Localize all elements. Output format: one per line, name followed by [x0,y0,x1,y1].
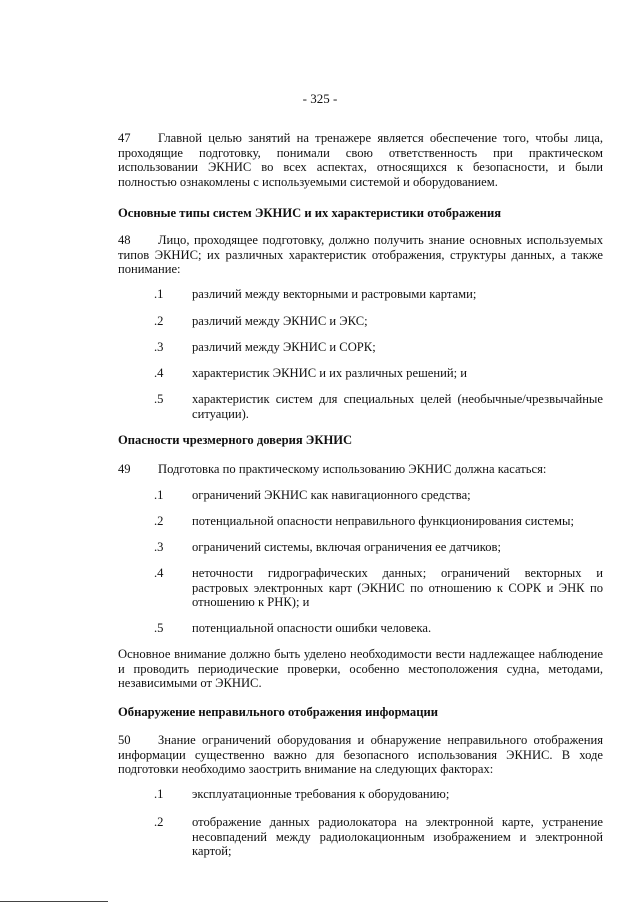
list-item-text: характеристик ЭКНИС и их различных решений; и [192,366,467,380]
paragraph-number: 47 [118,131,131,145]
list-item-number: .1 [154,488,164,502]
paragraph-48 [118,233,603,277]
list-item [118,488,603,503]
list-item [118,514,603,529]
section-heading: Опасности чрезмерного доверия ЭКНИС [118,433,353,447]
paragraph-number: 48 [118,233,131,247]
list-item-text: потенциальной опасности ошибки человека. [192,621,432,635]
list-item-number: .2 [154,514,164,528]
paragraph-text: Главной целью занятий на тренажере является обеспечение того, чтобы лица, проходящие подготовку, понимали свою ответственность при практическом использовании ЭКНИС во всех аспектах, относящихся к безопасности, и были полностью ознакомлены с используемыми системой и оборудованием. [118,131,603,189]
list-item-text: потенциальной опасности неправильного функционирования системы; [192,514,574,528]
list-item-text: ограничений ЭКНИС как навигационного средства; [192,488,471,502]
paragraph-attention: Основное внимание должно быть уделено необходимости вести надлежащее наблюдение и проводить периодические проверки, особенно местоположения судна, методами, независимыми от ЭКНИС. [118,647,603,690]
list-item-number: .2 [154,314,164,328]
list-item [118,392,603,421]
list-item-number: .1 [154,787,164,801]
section-heading: Обнаружение неправильного отображения информации [118,705,438,719]
list-item-number: .1 [154,287,164,301]
list-item-text: различий между ЭКНИС и СОРК; [192,340,376,354]
footer-rule [0,901,108,902]
list-item-number: .5 [154,621,164,635]
list-item-number: .4 [154,366,164,380]
paragraph-47 [118,131,603,189]
paragraph-49 [118,462,603,477]
paragraph-number: 50 [118,733,131,747]
section-heading: Основные типы систем ЭКНИС и их характеристики отображения [118,206,502,220]
list-item [118,340,603,355]
list-item-text: ограничений системы, включая ограничения ее датчиков; [192,540,501,554]
list-item-number: .5 [154,392,164,406]
list-item [118,815,603,859]
list-item [118,366,603,381]
paragraph-text: Знание ограничений оборудования и обнаружение неправильного отображения информации существенно важно для безопасного использования ЭКНИС. В ходе подготовки необходимо заострить внимание на следующих факторах: [118,733,603,776]
paragraph-text: Подготовка по практическому использованию ЭКНИС должна касаться: [158,462,547,476]
list-item [118,287,603,302]
page-number: - 325 - [302,91,338,106]
list-item [118,540,603,555]
list-item-number: .2 [154,815,164,829]
list-item-text: неточности гидрографических данных; ограничений векторных и растровых электронных карт (ЭКНИС по отношению к СОРК и ЭНК по отношению к РНК); и [192,566,603,609]
paragraph-text: Лицо, проходящее подготовку, должно получить знание основных используемых типов ЭКНИС; их различных характеристик отображения, структуры данных, а также понимание: [118,233,603,276]
list-item [118,787,603,802]
list-item [118,566,603,610]
list-item-number: .3 [154,340,164,354]
list-item-text: характеристик систем для специальных целей (необычные/чрезвычайные ситуации). [192,392,603,421]
list-item-number: .3 [154,540,164,554]
list-item [118,314,603,329]
list-item-text: различий между ЭКНИС и ЭКС; [192,314,368,328]
paragraph-50 [118,733,603,777]
list-item-text: отображение данных радиолокатора на электронной карте, устранение несовпадений между радиолокационным изображением и электронной картой; [192,815,603,858]
list-item-number: .4 [154,566,164,580]
list-item-text: различий между векторными и растровыми картами; [192,287,477,301]
list-item-text: эксплуатационные требования к оборудованию; [192,787,450,801]
list-item [118,621,603,636]
paragraph-number: 49 [118,462,131,476]
